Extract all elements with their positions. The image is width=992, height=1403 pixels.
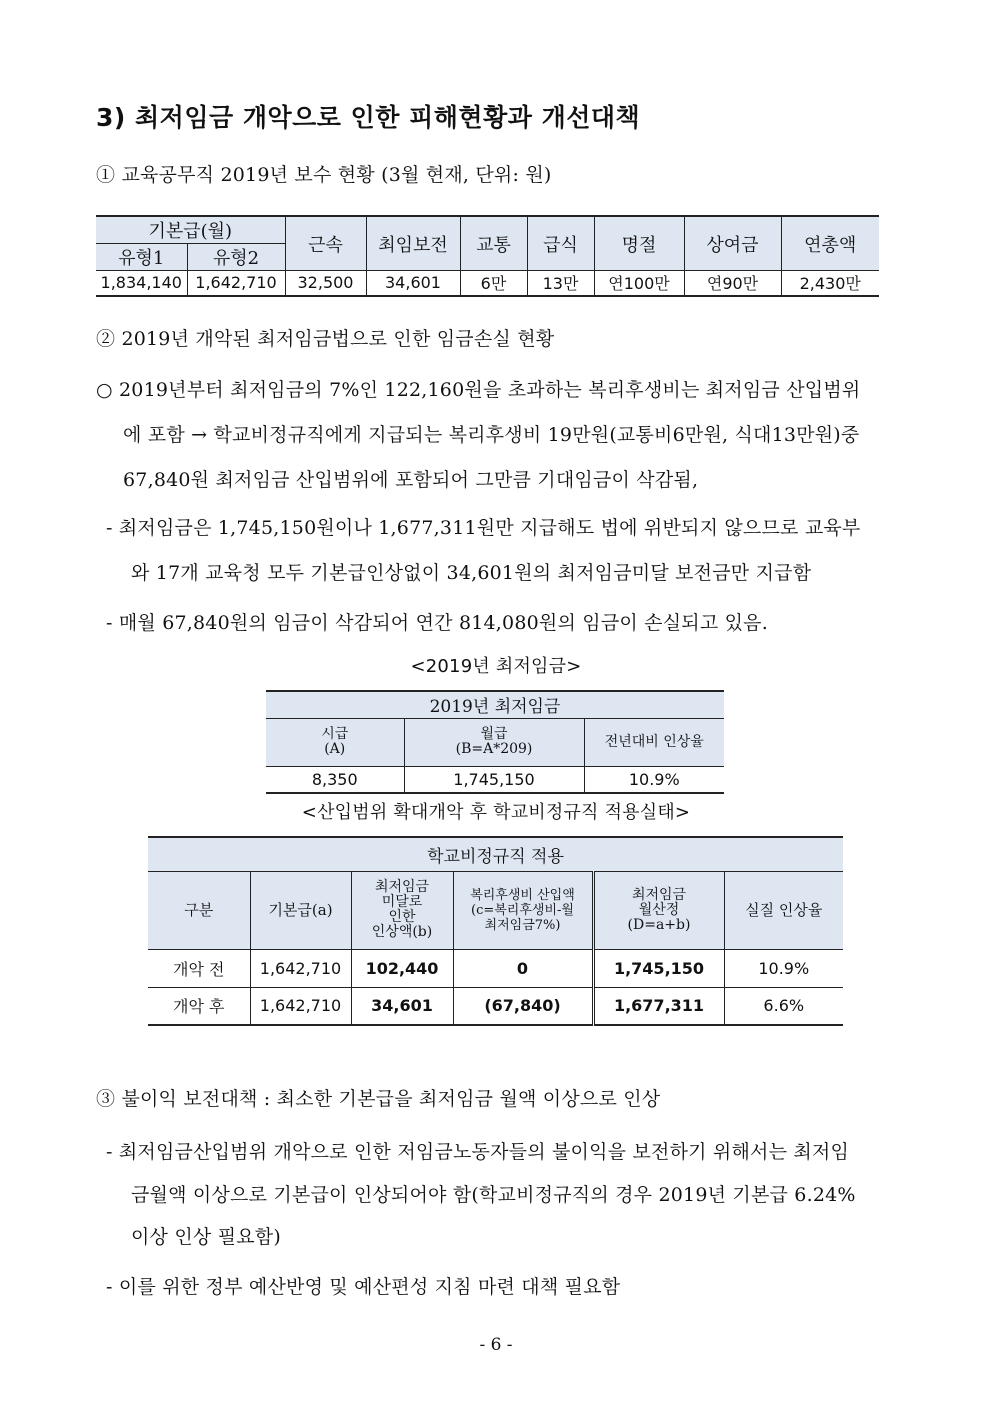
pay-header-holiday: 명절 [594, 216, 684, 271]
pay-cell: 13만 [527, 271, 594, 296]
app-cell: 1,745,150 [593, 949, 724, 987]
app-header-real-rate: 실질 인상율 [724, 871, 843, 949]
app-row-label: 개악 후 [148, 987, 250, 1025]
pay-cell: 1,834,140 [96, 271, 187, 296]
app-cell: (67,840) [453, 987, 593, 1025]
pay-header-base: 기본급(월) [96, 216, 285, 244]
min-wage-table-title: 2019년 최저임금 [266, 691, 724, 718]
min-wage-header-monthly [404, 718, 584, 766]
app-header-welfare [453, 871, 593, 949]
app-cell: 1,677,311 [593, 987, 724, 1025]
section3-title: ③ 불이익 보전대책 : 최소한 기본급을 최저임금 월액 이상으로 인상 [96, 1088, 661, 1110]
hourly-label: 시급 [321, 726, 349, 742]
app-header-base: 기본급(a) [250, 871, 351, 949]
app-cell: 34,601 [351, 987, 453, 1025]
pay-header-seniority: 근속 [285, 216, 366, 271]
section1-title: ① 교육공무직 2019년 보수 현황 (3월 현재, 단위: 원) [96, 164, 552, 186]
dash-line: - 최저임금은 1,745,150원이나 1,677,311원만 지급해도 법에 위반되지 않으므로 교육부 [106, 517, 861, 539]
header-line: 최저임금 [374, 879, 430, 895]
pay-header-annual-total: 연총액 [781, 216, 879, 271]
header-line: 최저임금 [631, 886, 687, 903]
dash-line: - 이를 위한 정부 예산반영 및 예산편성 지침 마련 대책 필요함 [106, 1276, 621, 1298]
app-cell: 6.6% [724, 987, 843, 1025]
min-wage-cell: 8,350 [266, 766, 404, 793]
min-wage-caption: <2019년 최저임금> [410, 656, 582, 677]
pay-cell: 2,430만 [781, 271, 879, 296]
pay-header-meal: 급식 [527, 216, 594, 271]
monthly-formula: (B=A*209) [455, 741, 533, 757]
header-line: 복리후생비 산입액 [470, 887, 575, 903]
app-header-diff [351, 871, 453, 949]
app-cell: 102,440 [351, 949, 453, 987]
dash-line: - 최저임금산입범위 개악으로 인한 저임금노동자들의 불이익을 보전하기 위해서는 최저임 [106, 1141, 850, 1163]
min-wage-cell: 10.9% [584, 766, 724, 793]
pay-cell: 34,601 [366, 271, 460, 296]
monthly-label: 월급 [480, 726, 508, 742]
hourly-formula: (A) [324, 741, 346, 757]
app-cell: 1,642,710 [250, 987, 351, 1025]
pay-header-transport: 교통 [460, 216, 527, 271]
pay-header-type1: 유형1 [96, 244, 187, 271]
pay-cell: 연90만 [684, 271, 781, 296]
pay-cell: 연100만 [594, 271, 684, 296]
header-line: (D=a+b) [627, 916, 691, 933]
header-line: 인상액(b) [371, 924, 433, 940]
app-header-calc [593, 871, 724, 949]
app-cell: 10.9% [724, 949, 843, 987]
pay-header-minwage-comp: 최임보전 [366, 216, 460, 271]
bullet-line: 에 포함 → 학교비정규직에게 지급되는 복리후생비 19만원(교통비6만원, 식대13만원)중 [123, 424, 860, 446]
dash-line: - 매월 67,840원의 임금이 삭감되어 연간 814,080원의 임금이 손실되고 있음. [106, 612, 768, 634]
min-wage-header-hourly [266, 718, 404, 766]
header-line: 미달로 [381, 894, 423, 910]
header-line: 월산정 [638, 901, 680, 918]
bullet-line: 67,840원 최저임금 산입범위에 포함되어 그만큼 기대임금이 삭감됨, [123, 469, 699, 491]
header-line: (c=복리후생비-월 [471, 902, 574, 918]
pay-header-bonus: 상여금 [684, 216, 781, 271]
min-wage-cell: 1,745,150 [404, 766, 584, 793]
app-row-label: 개악 전 [148, 949, 250, 987]
app-cell: 0 [453, 949, 593, 987]
application-table-title: 학교비정규직 적용 [148, 837, 843, 871]
pay-table [96, 215, 879, 297]
bullet-line: ○ 2019년부터 최저임금의 7%인 122,160원을 초과하는 복리후생비는 최저임금 산입범위 [96, 379, 861, 401]
pay-header-type2: 유형2 [187, 244, 285, 271]
header-line: 인한 [388, 909, 416, 925]
min-wage-table [266, 690, 724, 794]
app-header-category: 구분 [148, 871, 250, 949]
page-number: - 6 - [479, 1335, 513, 1355]
application-table [148, 836, 843, 1026]
dash-line: 금월액 이상으로 기본급이 인상되어야 함(학교비정규직의 경우 2019년 기본급 6.24% [131, 1184, 856, 1206]
dash-line: 와 17개 교육청 모두 기본급인상없이 34,601원의 최저임금미달 보전금만 지급함 [131, 562, 812, 584]
application-caption: <산입범위 확대개악 후 학교비정규직 적용실태> [301, 802, 691, 823]
pay-cell: 6만 [460, 271, 527, 296]
header-line: 최저임금7%) [484, 917, 561, 933]
section-heading: 3) 최저임금 개악으로 인한 피해현황과 개선대책 [96, 103, 641, 132]
pay-cell: 1,642,710 [187, 271, 285, 296]
app-cell: 1,642,710 [250, 949, 351, 987]
min-wage-header-rate: 전년대비 인상율 [584, 718, 724, 766]
pay-cell: 32,500 [285, 271, 366, 296]
dash-line: 이상 인상 필요함) [131, 1226, 281, 1248]
section2-title: ② 2019년 개악된 최저임금법으로 인한 임금손실 현황 [96, 328, 555, 350]
